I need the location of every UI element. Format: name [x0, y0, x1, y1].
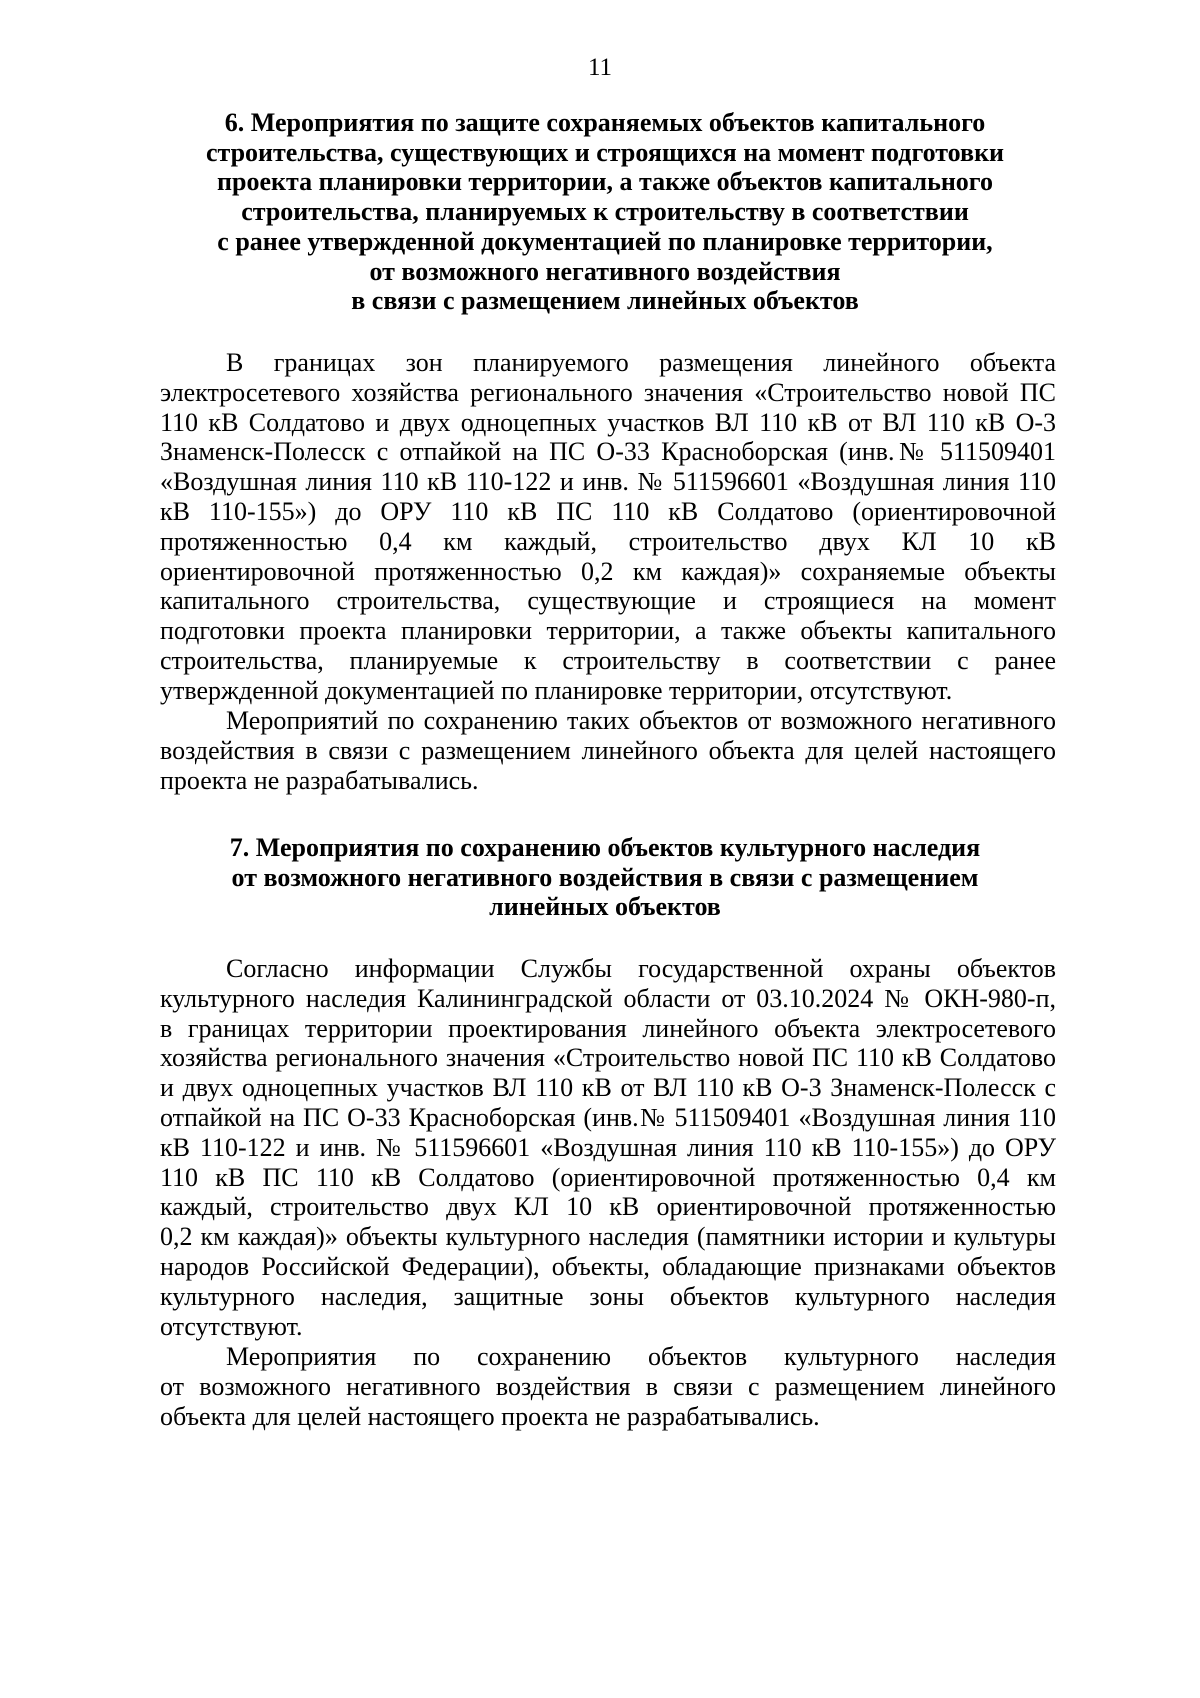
section-6-paragraph-1: [160, 348, 1056, 706]
page-number: 11: [587, 54, 613, 81]
text-line: хозяйства регионального значения «Строительство новой ПС 110 кВ Солдатово: [160, 1043, 1056, 1073]
text-line: Согласно информации Службы государственной охраны объектов: [226, 954, 1056, 983]
text-line: проекта не разрабатывались.: [160, 765, 479, 795]
heading-line: строительства, планируемых к строительству в соответствии: [241, 197, 969, 227]
text-line: объекта для целей настоящего проекта не разрабатывались.: [160, 1401, 820, 1431]
text-line: воздействия в связи с размещением линейного объекта для целей настоящего: [160, 735, 1056, 765]
text-line: культурного наследия Калининградской области от 03.10.2024 № ОКН-980-п,: [160, 983, 1056, 1013]
text-line: Мероприятия по сохранению объектов культурного наследия: [226, 1342, 1056, 1371]
text-line: Знаменск-Полесск с отпайкой на ПС О-33 Красноборская (инв.№ 511509401: [160, 437, 1056, 467]
text-line: В границах зон планируемого размещения линейного объекта: [226, 348, 1056, 377]
heading-line: линейных объектов: [489, 892, 721, 922]
heading-line: проекта планировки территории, а также объектов капитального: [217, 167, 993, 197]
text-line: утвержденной документацией по планировке территории, отсутствуют.: [160, 675, 953, 705]
text-line: от возможного негативного воздействия в связи с размещением линейного: [160, 1371, 1056, 1401]
heading-line: строительства, существующих и строящихся на момент подготовки: [205, 137, 1005, 167]
heading-line: 6. Мероприятия по защите сохраняемых объектов капитального: [224, 108, 986, 137]
text-line: 110 кВ ПС 110 кВ Солдатово (ориентировочной протяженностью 0,4 км: [160, 1162, 1056, 1192]
text-line: строительства, планируемые к строительству в соответствии с ранее: [160, 645, 1056, 675]
heading-line: от возможного негативного воздействия в связи с размещением: [231, 862, 979, 892]
heading-line: с ранее утвержденной документацией по планировке территории,: [217, 226, 993, 256]
section-7-paragraph-1: [160, 954, 1056, 1341]
text-line: ориентировочной протяженностью 0,2 км каждая)» сохраняемые объекты: [160, 556, 1056, 586]
text-line: народов Российской Федерации), объекты, обладающие признаками объектов: [160, 1251, 1056, 1281]
section-7-heading: [150, 833, 1060, 922]
text-line: отпайкой на ПС О-33 Красноборская (инв.№ 511509401 «Воздушная линия 110: [160, 1102, 1056, 1132]
text-line: Мероприятий по сохранению таких объектов от возможного негативного: [226, 706, 1056, 735]
text-line: 110 кВ Солдатово и двух одноцепных участков ВЛ 110 кВ от ВЛ 110 кВ О-3: [160, 407, 1056, 437]
heading-line: от возможного негативного воздействия: [369, 256, 841, 286]
section-7-paragraph-2: [160, 1342, 1056, 1431]
text-line: подготовки проекта планировки территории, а также объекты капитального: [160, 616, 1056, 646]
text-line: кВ 110-122 и инв. № 511596601 «Воздушная линия 110 кВ 110-155») до ОРУ: [160, 1132, 1056, 1162]
section-6-paragraph-2: [160, 706, 1056, 795]
text-line: кВ 110-155») до ОРУ 110 кВ ПС 110 кВ Солдатово (ориентировочной: [160, 496, 1056, 526]
text-line: 0,2 км каждая)» объекты культурного наследия (памятники истории и культуры: [160, 1222, 1056, 1252]
text-line: в границах территории проектирования линейного объекта электросетевого: [160, 1013, 1056, 1043]
section-6-heading: [150, 108, 1060, 316]
text-line: культурного наследия, защитные зоны объектов культурного наследия: [160, 1281, 1056, 1311]
text-line: отсутствуют.: [160, 1311, 303, 1341]
heading-line: в связи с размещением линейных объектов: [351, 286, 859, 316]
text-line: протяженностью 0,4 км каждый, строительство двух КЛ 10 кВ: [160, 526, 1056, 556]
text-line: капитального строительства, существующие и строящиеся на момент: [160, 586, 1056, 616]
text-line: каждый, строительство двух КЛ 10 кВ ориентировочной протяженностью: [160, 1192, 1056, 1222]
heading-line: 7. Мероприятия по сохранению объектов культурного наследия: [229, 833, 981, 862]
text-line: «Воздушная линия 110 кВ 110-122 и инв. № 511596601 «Воздушная линия 110: [160, 467, 1056, 497]
text-line: электросетевого хозяйства регионального значения «Строительство новой ПС: [160, 377, 1056, 407]
text-line: и двух одноцепных участков ВЛ 110 кВ от ВЛ 110 кВ О-3 Знаменск-Полесск с: [160, 1073, 1056, 1103]
